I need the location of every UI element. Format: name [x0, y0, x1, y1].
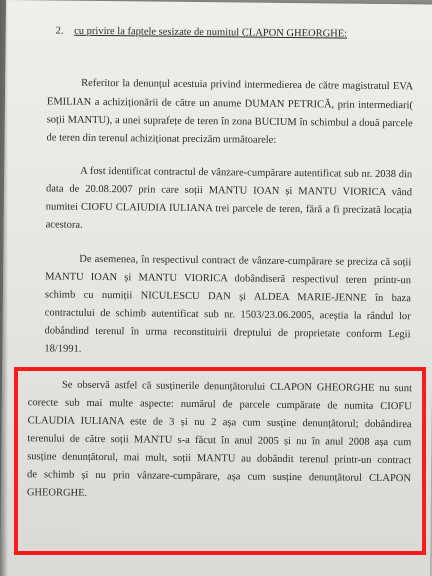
- paragraph-line: MANTU IOAN și MANTU VIORICA dobândiseră respectivul teren printr-un: [45, 271, 412, 287]
- section-heading: [56, 27, 348, 41]
- paragraph-line: Referitor la denunțul acestuia privind intermedierea de către magistratul EVA: [81, 77, 414, 93]
- paragraph-line: numitei CIOFU CLAIUDIA IULIANA trei parcele de teren, fără a fi precizată locația: [45, 201, 412, 217]
- page-edge-shadow: [0, 0, 8, 576]
- paragraph-line: 18/1991.: [44, 343, 82, 355]
- paragraph-line: contractului de schimb autentificat sub nr. 1503/23.06.2005, aceștia la rândul lor: [44, 307, 411, 323]
- paragraph-line: corecte sub mai multe aspecte: numărul de parcele cumpărate de numita CIOFU: [27, 397, 412, 413]
- red-highlight-box: [14, 367, 426, 555]
- paragraph-line: CLAUDIA IULIANA este de 3 și nu 2 așa cum susține denunțătorul; dobândirea: [27, 415, 412, 431]
- paragraph-line: susține denunțătorul, mai mult, soții MANTU au dobândit terenul printr-un contract: [27, 451, 412, 467]
- paragraph-line: dobândind terenul în urma reconstituirii dreptului de proprietate conform Legii: [44, 325, 411, 341]
- paragraph-line: de teren din terenul achiziționat precizăm următoarele:: [46, 132, 277, 146]
- paragraph-line: Se observă astfel că susținerile denunțătorului CLAPON GHEORGHE nu sunt: [61, 379, 413, 395]
- section-title: cu privire la faptele sesizate de numitul CLAPON GHEORGHE:: [74, 25, 348, 40]
- paragraph-line: GHEORGHE.: [26, 487, 88, 499]
- paragraph-line: terenului de către soții MANTU s-a făcut în anul 2005 și nu în anul 2008 așa cum: [27, 433, 412, 449]
- paragraph-line: acestora.: [45, 219, 83, 231]
- paragraph-line: schimb cu numiții NICULESCU DAN și ALDEA MARIE-JENNE în baza: [44, 289, 411, 305]
- paragraph-line: A fost identificat contractul de vânzare-cumpărare autentificat sub nr. 2038 din: [80, 165, 413, 181]
- section-number: 2.: [55, 25, 64, 37]
- paragraph-line: de schimb și nu prin vânzare-cumpărare, așa cum susține denunțătorul CLAPON: [26, 469, 412, 485]
- paragraph-line: De asemenea, în respectivul contract de vânzare-cumpărare se preciza că soții: [79, 253, 412, 269]
- paragraph-line: soții MANTU), a unei suprafețe de teren în zona BUCIUM în schimbul a două parcele: [46, 114, 413, 130]
- paragraph-line: EMILIAN a achiziționării de către un anume DUMAN PETRICĂ, prin intermediari(: [46, 96, 413, 112]
- paragraph-line: data de 20.08.2007 prin care soții MANTU IOAN și MANTU VIORICA vând: [45, 183, 413, 199]
